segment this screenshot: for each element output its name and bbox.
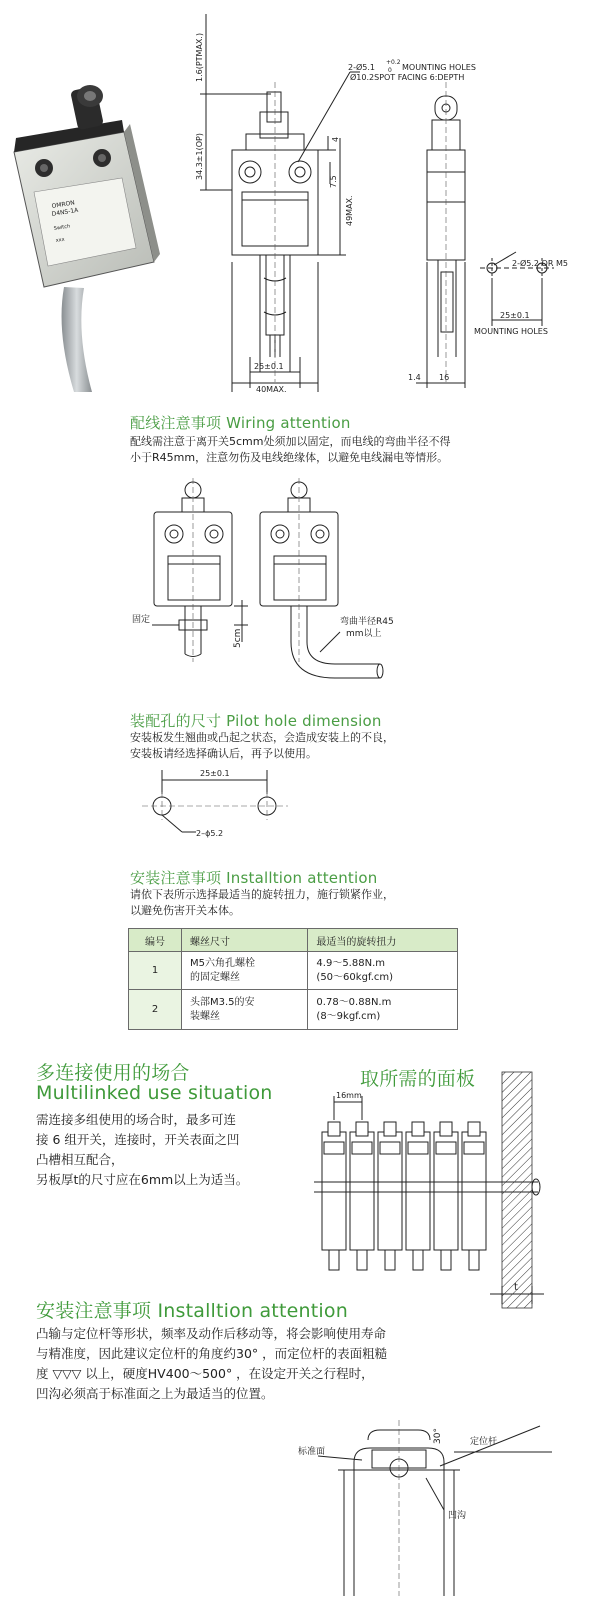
install2-text xyxy=(36,1324,387,1404)
dimension-drawing xyxy=(180,12,600,392)
torque-row-num: 1 xyxy=(129,952,182,990)
dim-49max: 49MAX. xyxy=(345,195,354,226)
torque-row-screw-2: 装螺丝 xyxy=(190,1010,220,1022)
torque-row-num: 2 xyxy=(129,990,182,1030)
wiring-diagram xyxy=(130,482,450,692)
torque-table-header xyxy=(129,929,458,952)
product-photo xyxy=(4,92,172,392)
multi-title-cn: 多连接使用的场合 xyxy=(36,1062,190,1084)
install2-title: 安装注意事项 Installtion attention xyxy=(36,1300,348,1322)
side-holes-caption: MOUNTING HOLES xyxy=(474,327,548,336)
multi-line-3: 凸槽相互配合， xyxy=(36,1152,124,1167)
torque-row-screw xyxy=(182,952,308,990)
install1-line-2: 以避免伤害开关本体。 xyxy=(130,904,240,917)
cam-label-groove: 凹沟 xyxy=(448,1511,467,1521)
cam-label-rod: 定位杆 xyxy=(470,1437,498,1447)
torque-row-screw-2: 的固定螺丝 xyxy=(190,971,240,983)
cam-diagram xyxy=(290,1420,560,1596)
photo-label-4: xxx xyxy=(55,236,66,244)
multi-line-4: 另板厚t的尺寸应在6mm以上为适当。 xyxy=(36,1172,249,1187)
install2-line-4: 凹沟必须高于标准面之上为最适当的位置。 xyxy=(36,1386,274,1401)
dim-ptmax: 1.6(PTMAX.) xyxy=(195,32,204,82)
multi-text xyxy=(36,1110,248,1190)
wiring-line-2: 小于R45mm，注意勿伤及电线绝缘体，以避免电线漏电等情形。 xyxy=(130,451,449,464)
wiring-dim-5cm: 5cm xyxy=(233,628,243,648)
torque-row-torque-2: (8～9kgf.cm) xyxy=(316,1010,381,1022)
install1-line-1: 请依下表所示选择最适当的旋转扭力，施行锁紧作业， xyxy=(130,888,394,901)
dim-spot-facing: Ø10.2SPOT FACING 6:DEPTH xyxy=(350,73,465,82)
install2-line-3: 度 ▽▽▽ 以上，硬度HV400～500° ，在设定开关之行程时， xyxy=(36,1366,374,1381)
dim-mounting-holes-top: 2-Ø5.1 xyxy=(348,63,375,72)
torque-row-torque-1: 0.78～0.88N.m xyxy=(316,996,392,1008)
side-holes-label: 2-Ø5.2 OR M5 xyxy=(512,259,568,268)
torque-header-num: 编号 xyxy=(129,929,182,952)
pilot-line-2: 安装板请经选择确认后，再予以使用。 xyxy=(130,747,317,760)
multi-panel-title: 取所需的面板 xyxy=(360,1068,476,1090)
dim-4: 4 xyxy=(331,136,340,142)
wiring-bend-label-1: 弯曲半径R45 xyxy=(340,617,394,627)
torque-row-screw-1: M5六角孔螺栓 xyxy=(190,957,255,969)
torque-table xyxy=(128,928,458,1030)
dim-16: 16 xyxy=(439,373,450,382)
pilot-hole-diagram xyxy=(130,766,310,846)
install2-line-2: 与精准度，因此建议定位杆的角度约30° ，而定位杆的表面粗糙 xyxy=(36,1346,388,1361)
dim-mounting-holes-text: MOUNTING HOLES xyxy=(402,63,476,72)
multi-title-en: Multilinked use situation xyxy=(36,1082,273,1104)
cam-label-std: 标准面 xyxy=(298,1447,326,1457)
install2-line-1: 凸输与定位杆等形状，频率及动作后移动等，将会影响使用寿命 xyxy=(36,1326,387,1341)
side-holes-dim: 25±0.1 xyxy=(500,311,530,320)
cam-label-30: 30° xyxy=(433,1428,443,1444)
photo-label-3: Switch xyxy=(53,223,71,232)
wiring-bend-label-2: mm以上 xyxy=(346,629,382,639)
wiring-text xyxy=(130,434,450,466)
pilot-dim-25: 25±0.1 xyxy=(200,769,230,778)
torque-row-torque-2: (50～60kgf.cm) xyxy=(316,971,394,983)
dim-7-5: 7.5 xyxy=(329,175,338,188)
install1-title: 安装注意事项 Installtion attention xyxy=(130,869,378,887)
dim-1-4: 1.4 xyxy=(408,373,421,382)
install1-text xyxy=(130,887,394,919)
dim-25: 25±0.1 xyxy=(254,362,284,371)
dim-tol-zero: 0 xyxy=(388,67,392,74)
pilot-hole-label: 2–ϕ5.2 xyxy=(196,829,224,838)
dim-40max: 40MAX. xyxy=(256,385,287,394)
torque-header-screw: 螺丝尺寸 xyxy=(182,929,308,952)
torque-row-torque-1: 4.9～5.88N.m xyxy=(316,957,385,969)
multi-line-2: 接 6 组开关，连接时，开关表面之凹 xyxy=(36,1132,240,1147)
multi-dim-t: t xyxy=(514,1282,518,1293)
pilot-line-1: 安装板发生翘曲或凸起之状态，会造成安装上的不良， xyxy=(130,731,394,744)
wiring-line-1: 配线需注意于离开关5cmm处须加以固定，而电线的弯曲半径不得 xyxy=(130,435,451,448)
table-row xyxy=(129,990,458,1030)
table-row xyxy=(129,952,458,990)
multi-line-1: 需连接多组使用的场合时，最多可连 xyxy=(36,1112,237,1127)
torque-row-screw-1: 头部M3.5的安 xyxy=(190,996,255,1008)
torque-header-torque: 最适当的旋转扭力 xyxy=(308,929,458,952)
wiring-title: 配线注意事项 Wiring attention xyxy=(130,414,351,432)
wiring-fix-label: 固定 xyxy=(132,615,151,625)
multilinked-diagram xyxy=(310,1072,550,1312)
pilot-text xyxy=(130,730,394,762)
dim-tol-plus: +0.2 xyxy=(386,59,401,66)
torque-row-torque xyxy=(308,990,458,1030)
photo-label-2: D4NS-1A xyxy=(51,206,79,218)
multi-dim-16mm: 16mm xyxy=(336,1091,362,1100)
pilot-title: 装配孔的尺寸 Pilot hole dimension xyxy=(130,712,382,730)
photo-label-1: OMRON xyxy=(51,199,76,210)
dim-op: 34.3±1(OP) xyxy=(195,133,204,180)
torque-row-screw xyxy=(182,990,308,1030)
torque-row-torque xyxy=(308,952,458,990)
